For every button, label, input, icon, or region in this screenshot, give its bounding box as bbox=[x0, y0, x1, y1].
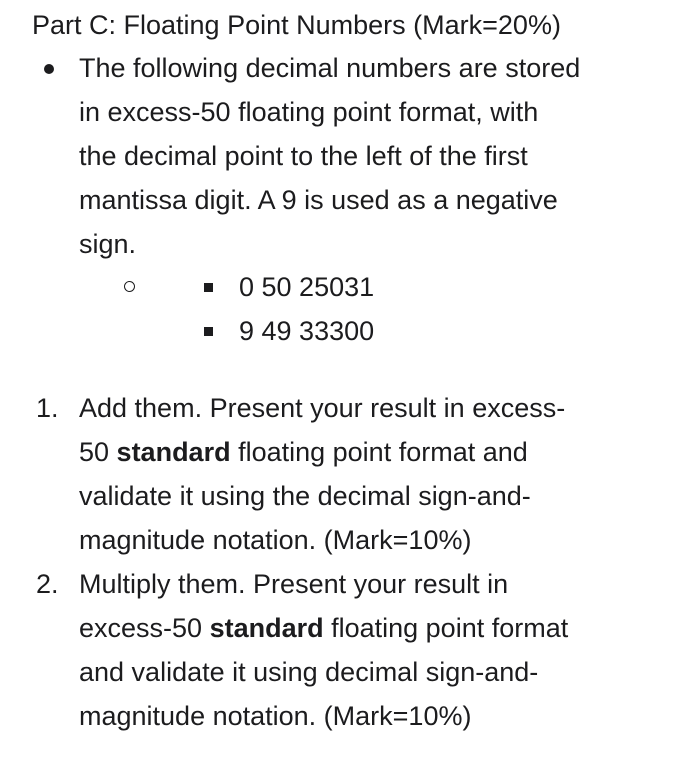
question-text: floating point format and bbox=[230, 437, 528, 467]
question-number: 1. bbox=[36, 393, 59, 423]
stored-number-2: 9 49 33300 bbox=[239, 316, 375, 346]
intro-line: The following decimal numbers are stored bbox=[79, 53, 581, 83]
bullet-square-icon bbox=[204, 327, 213, 336]
bullet-circle-icon bbox=[124, 281, 135, 292]
intro-line: in excess-50 floating point format, with bbox=[79, 97, 539, 127]
question-line: magnitude notation. (Mark=10%) bbox=[79, 701, 472, 731]
question-line: Add them. Present your result in excess- bbox=[79, 393, 566, 423]
intro-line: sign. bbox=[79, 229, 137, 259]
question-line bbox=[79, 430, 674, 474]
section-heading: Part C: Floating Point Numbers (Mark=20%) bbox=[32, 10, 561, 40]
question-text: excess-50 bbox=[79, 613, 210, 643]
question-multiply bbox=[79, 562, 674, 738]
question-line: magnitude notation. (Mark=10%) bbox=[79, 525, 472, 555]
intro-line: the decimal point to the left of the first bbox=[79, 141, 528, 171]
bullet-square-icon bbox=[204, 283, 213, 292]
question-line: validate it using the decimal sign-and- bbox=[79, 481, 531, 511]
bullet-disc-icon bbox=[44, 64, 54, 74]
question-text: floating point format bbox=[323, 613, 569, 643]
question-line bbox=[79, 606, 674, 650]
question-line: Multiply them. Present your result in bbox=[79, 569, 509, 599]
intro-line: mantissa digit. A 9 is used as a negative bbox=[79, 185, 558, 215]
emphasis-standard: standard bbox=[209, 613, 324, 643]
stored-number-1: 0 50 25031 bbox=[239, 272, 375, 302]
intro-paragraph bbox=[79, 46, 669, 266]
question-number: 2. bbox=[36, 569, 59, 599]
question-add bbox=[79, 386, 674, 562]
question-text: 50 bbox=[79, 437, 117, 467]
question-line: and validate it using decimal sign-and- bbox=[79, 657, 539, 687]
emphasis-standard: standard bbox=[116, 437, 231, 467]
